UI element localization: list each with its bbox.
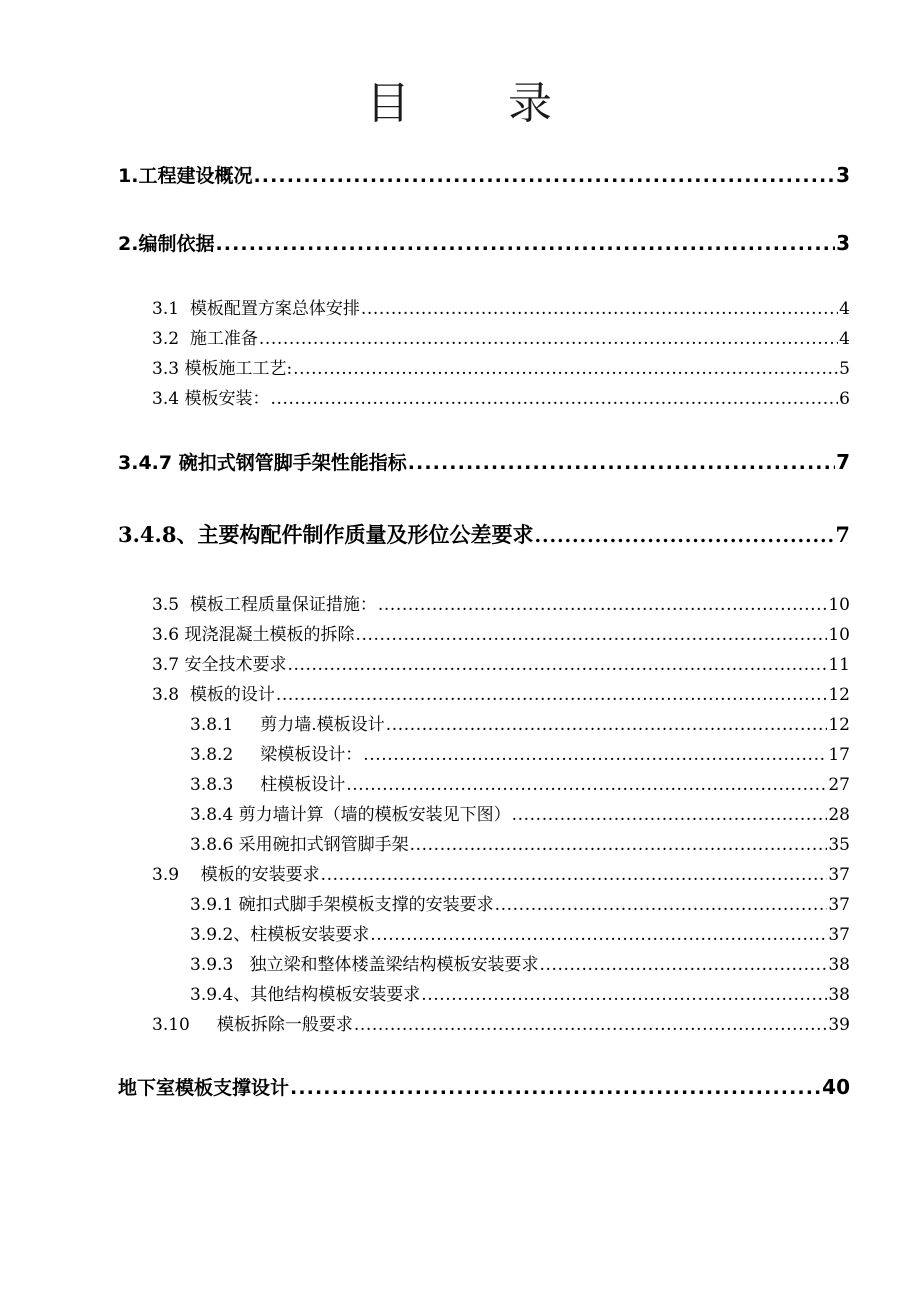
toc-page-number: 37 (828, 895, 850, 915)
toc-entry-label: 3.5 模板工程质量保证措施： (152, 595, 377, 615)
toc-entry-label: 3.9.4、其他结构模板安装要求 (190, 985, 421, 1005)
dot-leader (410, 830, 828, 860)
dot-leader (253, 151, 835, 200)
dot-leader (293, 354, 838, 384)
toc-entry-3-1[interactable] (0, 294, 920, 324)
toc-entry-3-8-2[interactable] (0, 740, 920, 770)
toc-page-number: 5 (839, 359, 850, 379)
toc-page-number: 7 (835, 522, 850, 547)
toc-page-number: 12 (828, 715, 850, 735)
toc-page-number: 3 (836, 163, 850, 187)
toc-entry-label: 地下室模板支撑设计 (118, 1077, 290, 1099)
toc-entry-label: 3.8.3 柱模板设计 (190, 775, 346, 795)
toc-page-number: 38 (828, 955, 850, 975)
toc-entry-label: 2.编制依据 (118, 233, 215, 255)
toc-entry-3-8-1[interactable] (0, 710, 920, 740)
toc-page-number: 3 (836, 231, 850, 255)
toc-entry-label: 3.4.7 碗扣式钢管脚手架性能指标 (118, 452, 407, 474)
toc-page-number: 12 (828, 685, 850, 705)
toc-entry-3-9-4[interactable] (0, 980, 920, 1010)
toc-entry-label: 3.8 模板的设计 (152, 685, 275, 705)
table-of-contents (0, 150, 920, 1112)
page-title: 目 录 (366, 78, 554, 129)
dot-leader (321, 860, 828, 890)
toc-entry-3-9[interactable] (0, 860, 920, 890)
dot-leader (378, 590, 828, 620)
toc-entry-3-6[interactable] (0, 620, 920, 650)
toc-entry-2[interactable] (0, 218, 920, 268)
dot-leader (361, 294, 838, 324)
toc-entry-3-2[interactable] (0, 324, 920, 354)
dot-leader (421, 980, 827, 1010)
toc-page-number: 27 (828, 775, 850, 795)
toc-page-number: 39 (828, 1015, 850, 1035)
toc-entry-label: 3.8.1 剪力墙.模板设计 (190, 715, 385, 735)
dot-leader (363, 740, 827, 770)
dot-leader (259, 324, 838, 354)
toc-entry-1[interactable] (0, 150, 920, 200)
toc-entry-label: 3.9.1 碗扣式脚手架模板支撑的安装要求 (190, 895, 494, 915)
toc-entry-label: 3.4.8、主要构配件制作质量及形位公差要求 (118, 522, 534, 547)
toc-page-number: 11 (828, 655, 850, 675)
toc-page-number: 10 (828, 595, 850, 615)
dot-leader (495, 890, 828, 920)
dot-leader (346, 770, 827, 800)
dot-leader (370, 920, 827, 950)
toc-entry-3-9-1[interactable] (0, 890, 920, 920)
toc-entry-label: 3.6 现浇混凝土模板的拆除 (152, 625, 355, 645)
toc-entry-label: 3.9 模板的安装要求 (152, 865, 320, 885)
toc-entry-label: 3.3 模板施工工艺: (152, 359, 293, 379)
toc-entry-3-7[interactable] (0, 650, 920, 680)
toc-entry-3-8[interactable] (0, 680, 920, 710)
dot-leader (534, 506, 834, 564)
toc-entry-3-9-3[interactable] (0, 950, 920, 980)
toc-entry-3-3[interactable] (0, 354, 920, 384)
dot-leader (287, 650, 827, 680)
toc-page-number: 40 (822, 1075, 850, 1099)
toc-entry-3-10[interactable] (0, 1010, 920, 1040)
toc-page-number: 35 (828, 835, 850, 855)
dot-leader (539, 950, 827, 980)
toc-entry-label: 3.1 模板配置方案总体安排 (152, 299, 360, 319)
dot-leader (270, 384, 838, 414)
toc-page-number: 37 (828, 865, 850, 885)
toc-entry-label: 1.工程建设概况 (118, 165, 253, 187)
toc-entry-3-8-4[interactable] (0, 800, 920, 830)
toc-entry-label: 3.7 安全技术要求 (152, 655, 287, 675)
toc-page-number: 17 (828, 745, 850, 765)
dot-leader (276, 680, 828, 710)
toc-page-number: 4 (839, 299, 850, 319)
dot-leader (355, 620, 827, 650)
dot-leader (408, 437, 835, 488)
toc-entry-label: 3.4 模板安装： (152, 389, 270, 409)
toc-entry-label: 3.8.4 剪力墙计算（墙的模板安装见下图） (190, 805, 511, 825)
toc-entry-label: 3.8.6 采用碗扣式钢管脚手架 (190, 835, 409, 855)
dot-leader (386, 710, 828, 740)
toc-page-number: 37 (828, 925, 850, 945)
toc-entry-3-4[interactable] (0, 384, 920, 414)
toc-entry-label: 3.10 模板拆除一般要求 (152, 1015, 353, 1035)
toc-entry-label: 3.8.2 梁模板设计： (190, 745, 363, 765)
toc-entry-3-8-3[interactable] (0, 770, 920, 800)
toc-page-number: 7 (836, 450, 850, 474)
dot-leader (290, 1063, 821, 1112)
toc-entry-3-5[interactable] (0, 590, 920, 620)
toc-page-number: 4 (839, 329, 850, 349)
dot-leader (354, 1010, 827, 1040)
toc-entry-basement[interactable] (0, 1062, 920, 1112)
toc-entry-3-4-7[interactable] (0, 436, 920, 488)
toc-entry-label: 3.2 施工准备 (152, 329, 258, 349)
toc-entry-3-4-8[interactable] (0, 506, 920, 564)
toc-entry-3-9-2[interactable] (0, 920, 920, 950)
toc-entry-label: 3.9.2、柱模板安装要求 (190, 925, 370, 945)
toc-page-number: 6 (839, 389, 850, 409)
dot-leader (512, 800, 828, 830)
toc-page-number: 38 (828, 985, 850, 1005)
toc-page-number: 28 (828, 805, 850, 825)
dot-leader (215, 219, 835, 268)
toc-page-number: 10 (828, 625, 850, 645)
toc-entry-label: 3.9.3 独立梁和整体楼盖梁结构模板安装要求 (190, 955, 539, 975)
toc-entry-3-8-6[interactable] (0, 830, 920, 860)
